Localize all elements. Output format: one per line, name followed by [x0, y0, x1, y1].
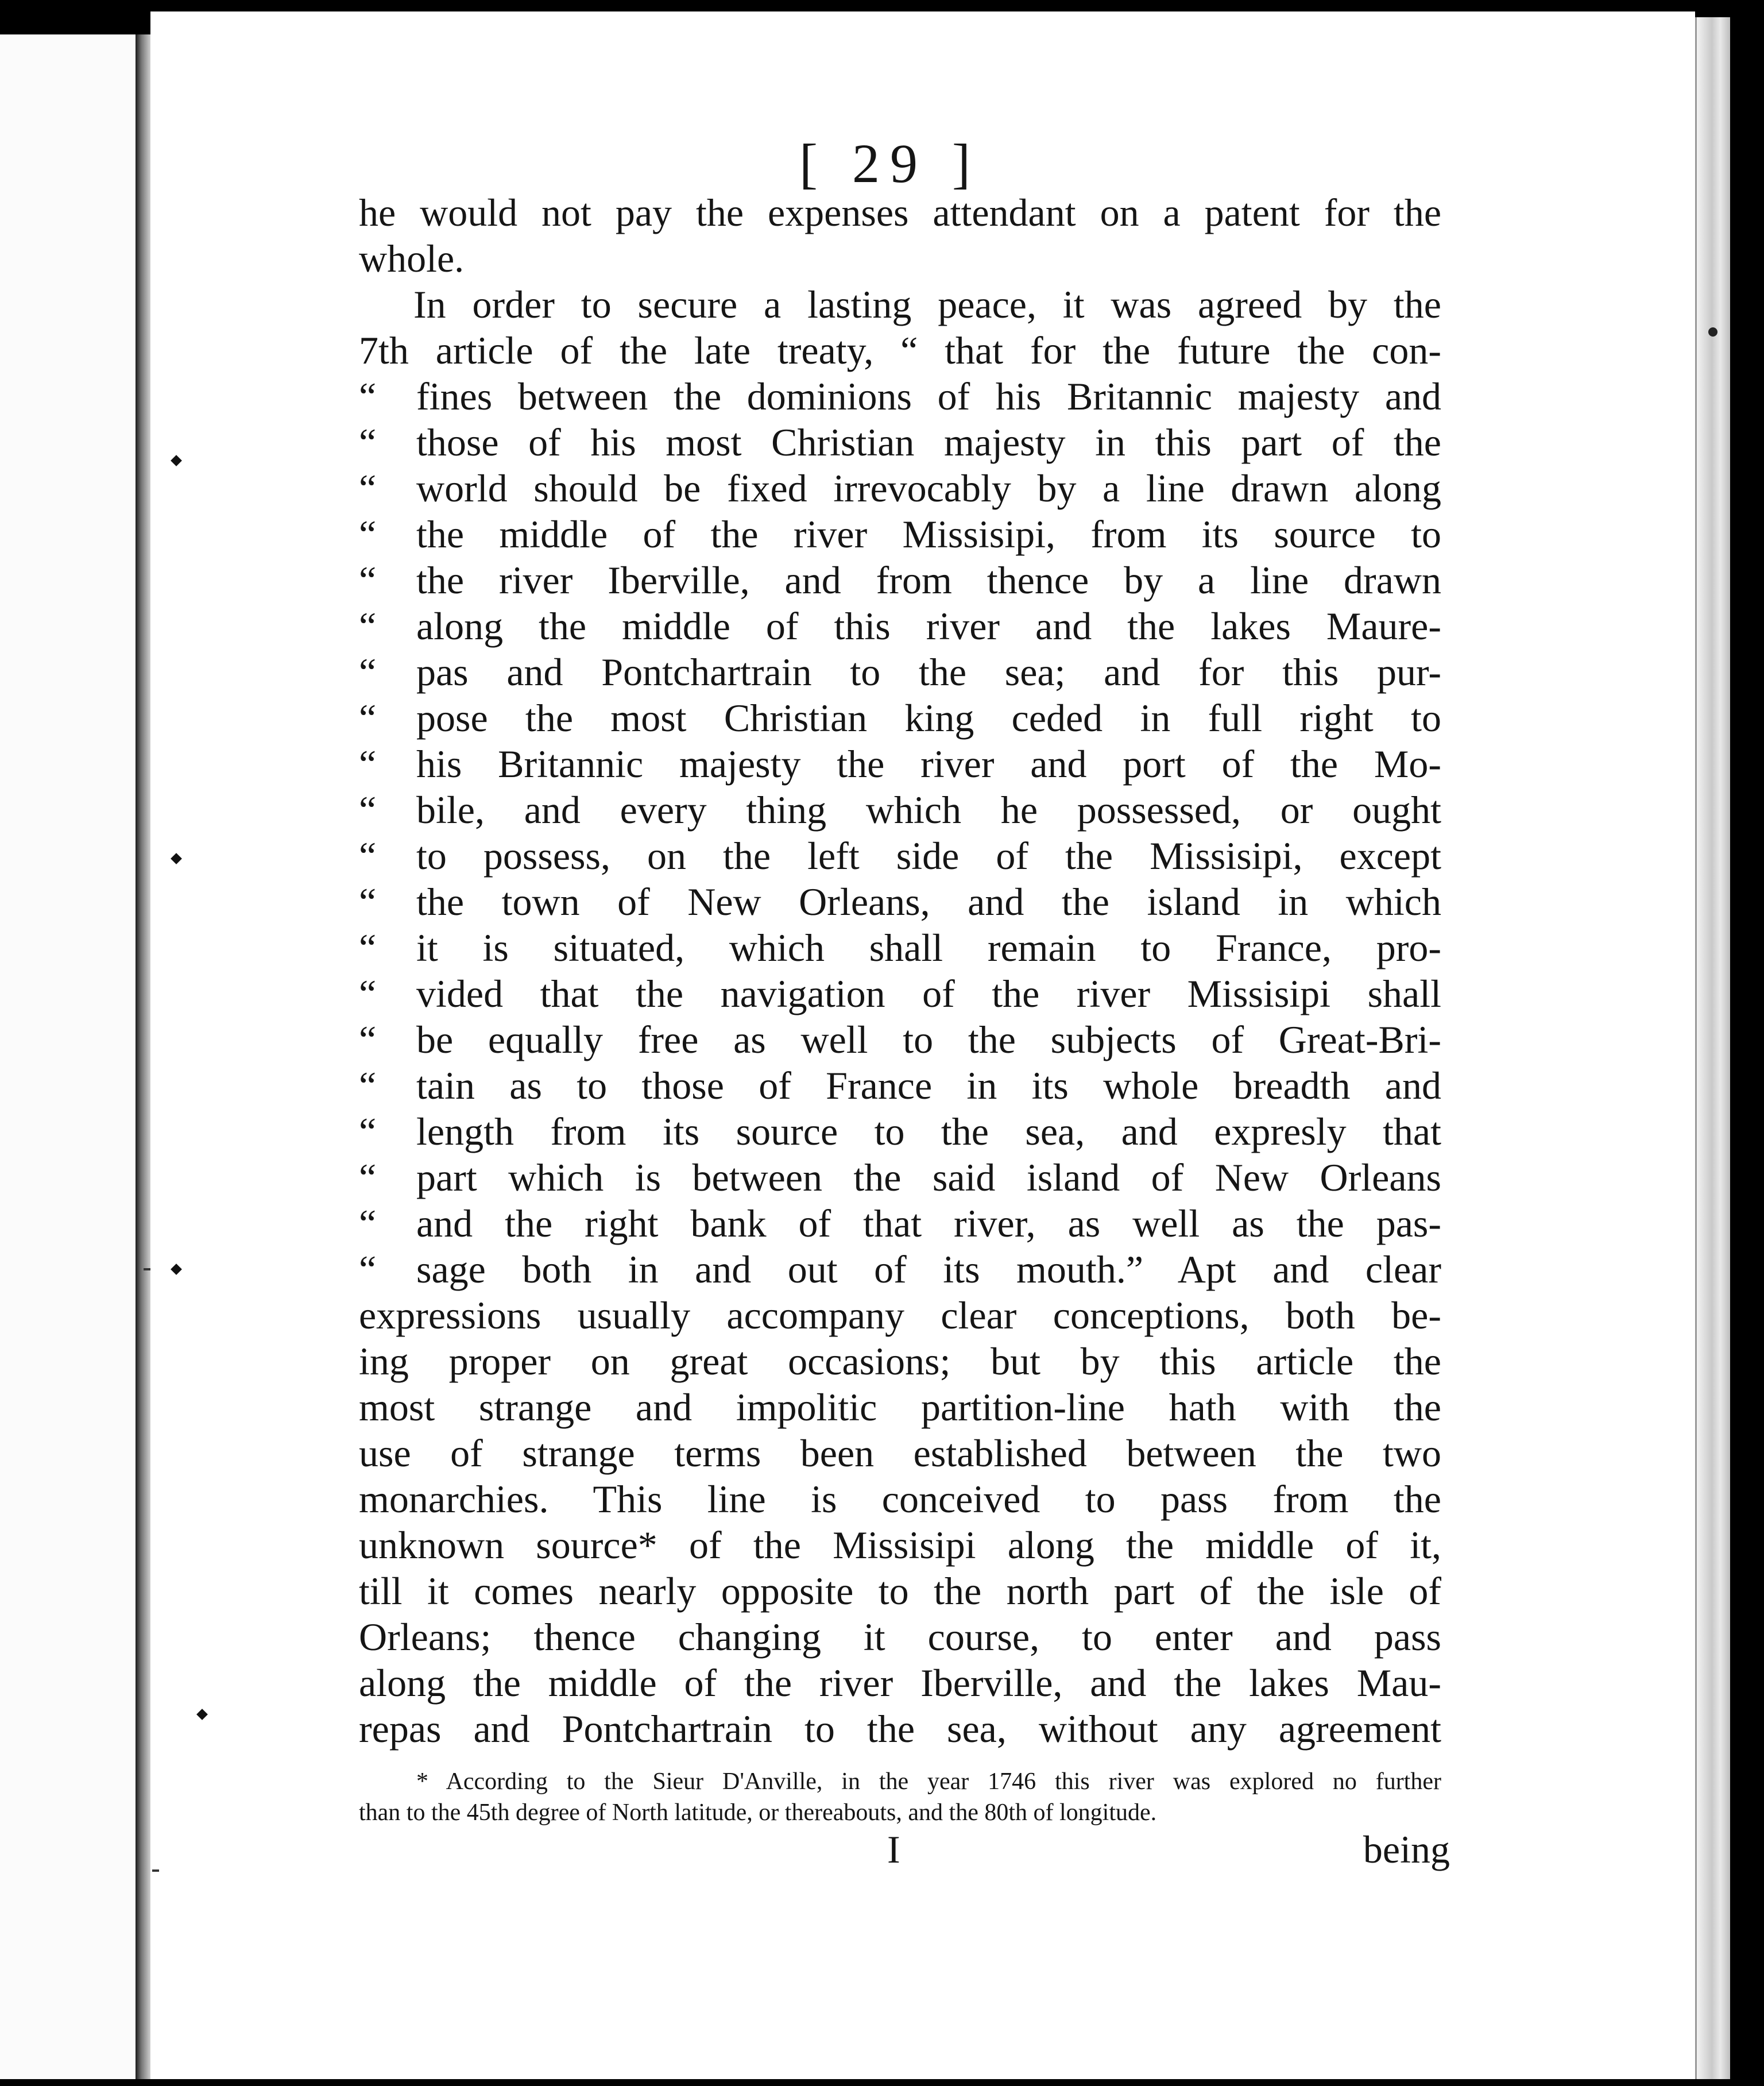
footnote [359, 1766, 1441, 1828]
text-line: “ sage both in and out of its mouth.” Apt and clear [359, 1246, 1441, 1292]
text-line: “ pas and Pontchartrain to the sea; and for this pur- [359, 649, 1441, 695]
text-line: “ the river Iberville, and from thence by a line drawn [359, 557, 1441, 603]
text-line: “ bile, and every thing which he possessed, or ought [359, 787, 1441, 833]
text-line: In order to secure a lasting peace, it was agreed by the [413, 283, 1441, 326]
text-line: ing proper on great occasions; but by this article the [359, 1339, 1441, 1383]
text-line: “ and the right bank of that river, as well as the pas- [359, 1200, 1441, 1246]
text-line: “ tain as to those of France in its whole breadth and [359, 1063, 1441, 1108]
margin-tick [144, 1268, 150, 1270]
text-line: “ part which is between the said island of New Orleans [359, 1154, 1441, 1200]
catchword: being [1363, 1828, 1450, 1871]
signature-mark: I [887, 1828, 900, 1871]
edge-mark [1708, 327, 1717, 337]
text-line: “ along the middle of this river and the lakes Maure- [359, 603, 1441, 649]
text-line: “ the town of New Orleans, and the island in which [359, 879, 1441, 925]
footnote-line: * According to the Sieur D'Anville, in the year 1746 this river was explored no further [416, 1768, 1441, 1795]
text-line: “ be equally free as well to the subjects of Great-Bri- [359, 1017, 1441, 1063]
text-line: expressions usually accompany clear conceptions, both be- [359, 1293, 1441, 1337]
text-line: “ his Britannic majesty the river and port of the Mo- [359, 741, 1441, 787]
text-line: most strange and impolitic partition-line hath with the [359, 1385, 1441, 1429]
text-line: Orleans; thence changing it course, to enter and pass [359, 1615, 1441, 1659]
text-line: he would not pay the expenses attendant on a patent for the [359, 191, 1441, 234]
text-line: repas and Pontchartrain to the sea, without any agreement [359, 1707, 1441, 1751]
text-line: “ vided that the navigation of the river Missisipi shall [359, 971, 1441, 1017]
text-line: monarchies. This line is conceived to pass from the [359, 1477, 1441, 1521]
text-line: “ length from its source to the sea, and expresly that [359, 1108, 1441, 1154]
text-line: “ world should be fixed irrevocably by a line drawn along [359, 465, 1441, 511]
text-line: “ the middle of the river Missisipi, from its source to [359, 511, 1441, 557]
main-text-block [359, 190, 1441, 1752]
footnote-line: than to the 45th degree of North latitude, or thereabouts, and the 80th of longitude. [359, 1799, 1157, 1826]
text-line: 7th article of the late treaty, “ that for the future the con- [359, 329, 1441, 372]
text-line: “ fines between the dominions of his Britannic majesty and [359, 373, 1441, 419]
text-line: unknown source* of the Missisipi along the middle of it, [359, 1523, 1441, 1567]
text-line: along the middle of the river Iberville, and the lakes Mau- [359, 1661, 1441, 1705]
text-line: whole. [359, 237, 465, 280]
text-line: “ it is situated, which shall remain to France, pro- [359, 925, 1441, 971]
book-gutter [136, 34, 150, 2079]
text-line: “ those of his most Christian majesty in this part of the [359, 419, 1441, 465]
page-number-header: [ 29 ] [799, 133, 981, 194]
page-edge [1695, 17, 1730, 2079]
text-line: “ to possess, on the left side of the Missisipi, except [359, 833, 1441, 879]
text-line: “ pose the most Christian king ceded in full right to [359, 695, 1441, 741]
text-line: use of strange terms been established between the two [359, 1431, 1441, 1475]
text-line: till it comes nearly opposite to the north part of the isle of [359, 1569, 1441, 1613]
left-page-fragment [0, 34, 139, 2079]
margin-tick [152, 1869, 159, 1872]
